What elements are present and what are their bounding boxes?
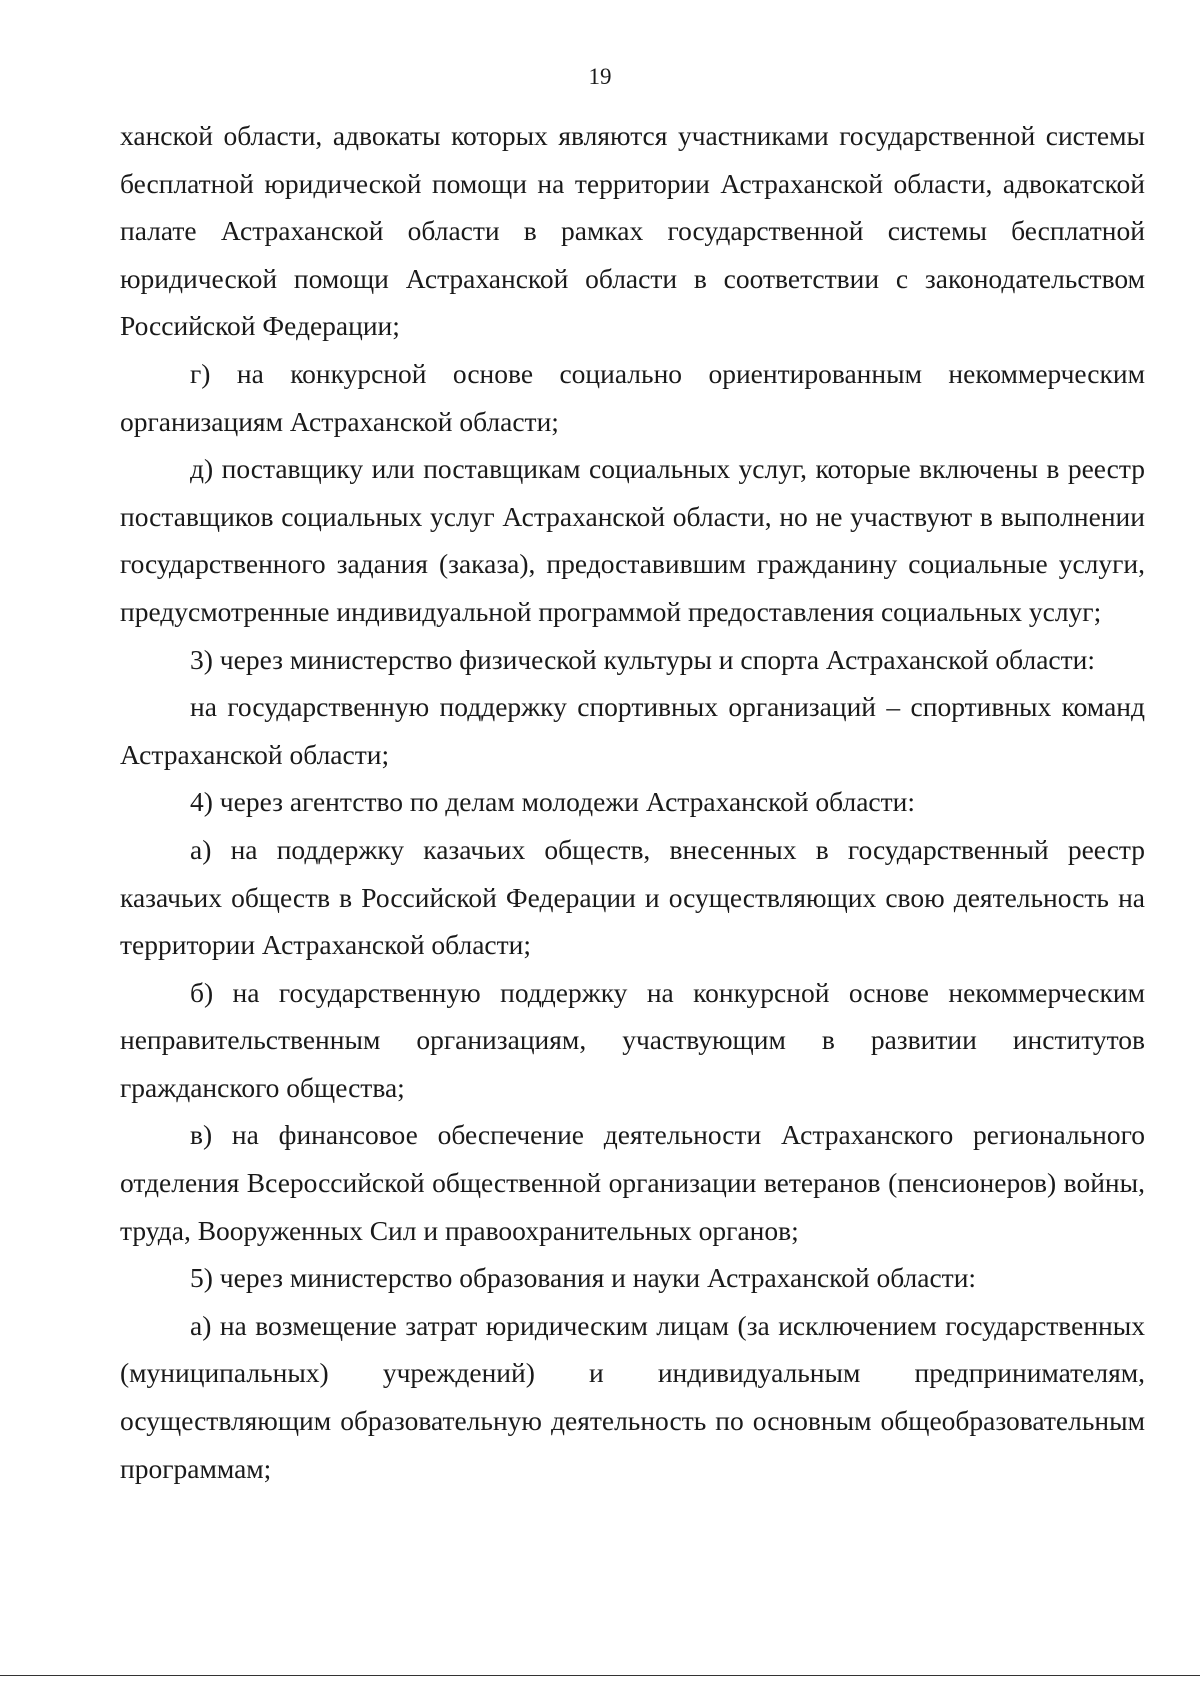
paragraph-sports-support: на государственную поддержку спортивных организаций – спортивных команд Астраханской области; <box>120 691 1145 770</box>
paragraph-item-5a: а) на возмещение затрат юридическим лицам (за исключением государственных (муниципальных) учреждений) и индивидуальным предпринимателям, осуществляющим образовательную деятельность по основным общеобразовательным программам; <box>120 1309 1145 1484</box>
paragraph-item-g: г) на конкурсной основе социально ориентированным некоммерческим организациям Астраханской области; <box>120 357 1145 437</box>
paragraph-item-4v: в) на финансовое обеспечение деятельности Астраханского регионального отделения Всероссийской общественной организации ветеранов (пенсионеров) войны, труда, Вооруженных Сил и правоохранительных органов; <box>120 1119 1145 1246</box>
page-number: 19 <box>588 64 612 89</box>
paragraph-continuation: ханской области, адвокаты которых являются участниками государственной системы бесплатной юридической помощи на территории Астраханской области, адвокатской палате Астраханской области в рамках государственной системы бесплатной юридической помощи Астраханской области в соответствии с законодательством Российской Федерации; <box>120 120 1145 342</box>
paragraph-item-4a: а) на поддержку казачьих обществ, внесенных в государственный реестр казачьих обществ в Российской Федерации и осуществляющих свою деятельность на территории Астраханской области; <box>120 833 1145 961</box>
paragraph-item-5: 5) через министерство образования и науки Астраханской области: <box>190 1262 977 1294</box>
paragraph-item-4b: б) на государственную поддержку на конкурсной основе некоммерческим неправительственным организациям, участвующим в развитии институтов гражданского общества; <box>120 976 1145 1103</box>
bottom-rule <box>0 1675 1200 1676</box>
paragraph-item-4: 4) через агентство по делам молодежи Астраханской области: <box>190 786 915 818</box>
paragraph-item-d: д) поставщику или поставщикам социальных услуг, которые включены в реестр поставщиков социальных услуг Астраханской области, но не участвуют в выполнении государственного задания (заказа), предоставившим гражданину социальные услуги, предусмотренные индивидуальной программой предоставления социальных услуг; <box>120 453 1145 627</box>
paragraph-item-3: 3) через министерство физической культуры и спорта Астраханской области: <box>190 643 1095 675</box>
document-body <box>120 112 1145 1492</box>
